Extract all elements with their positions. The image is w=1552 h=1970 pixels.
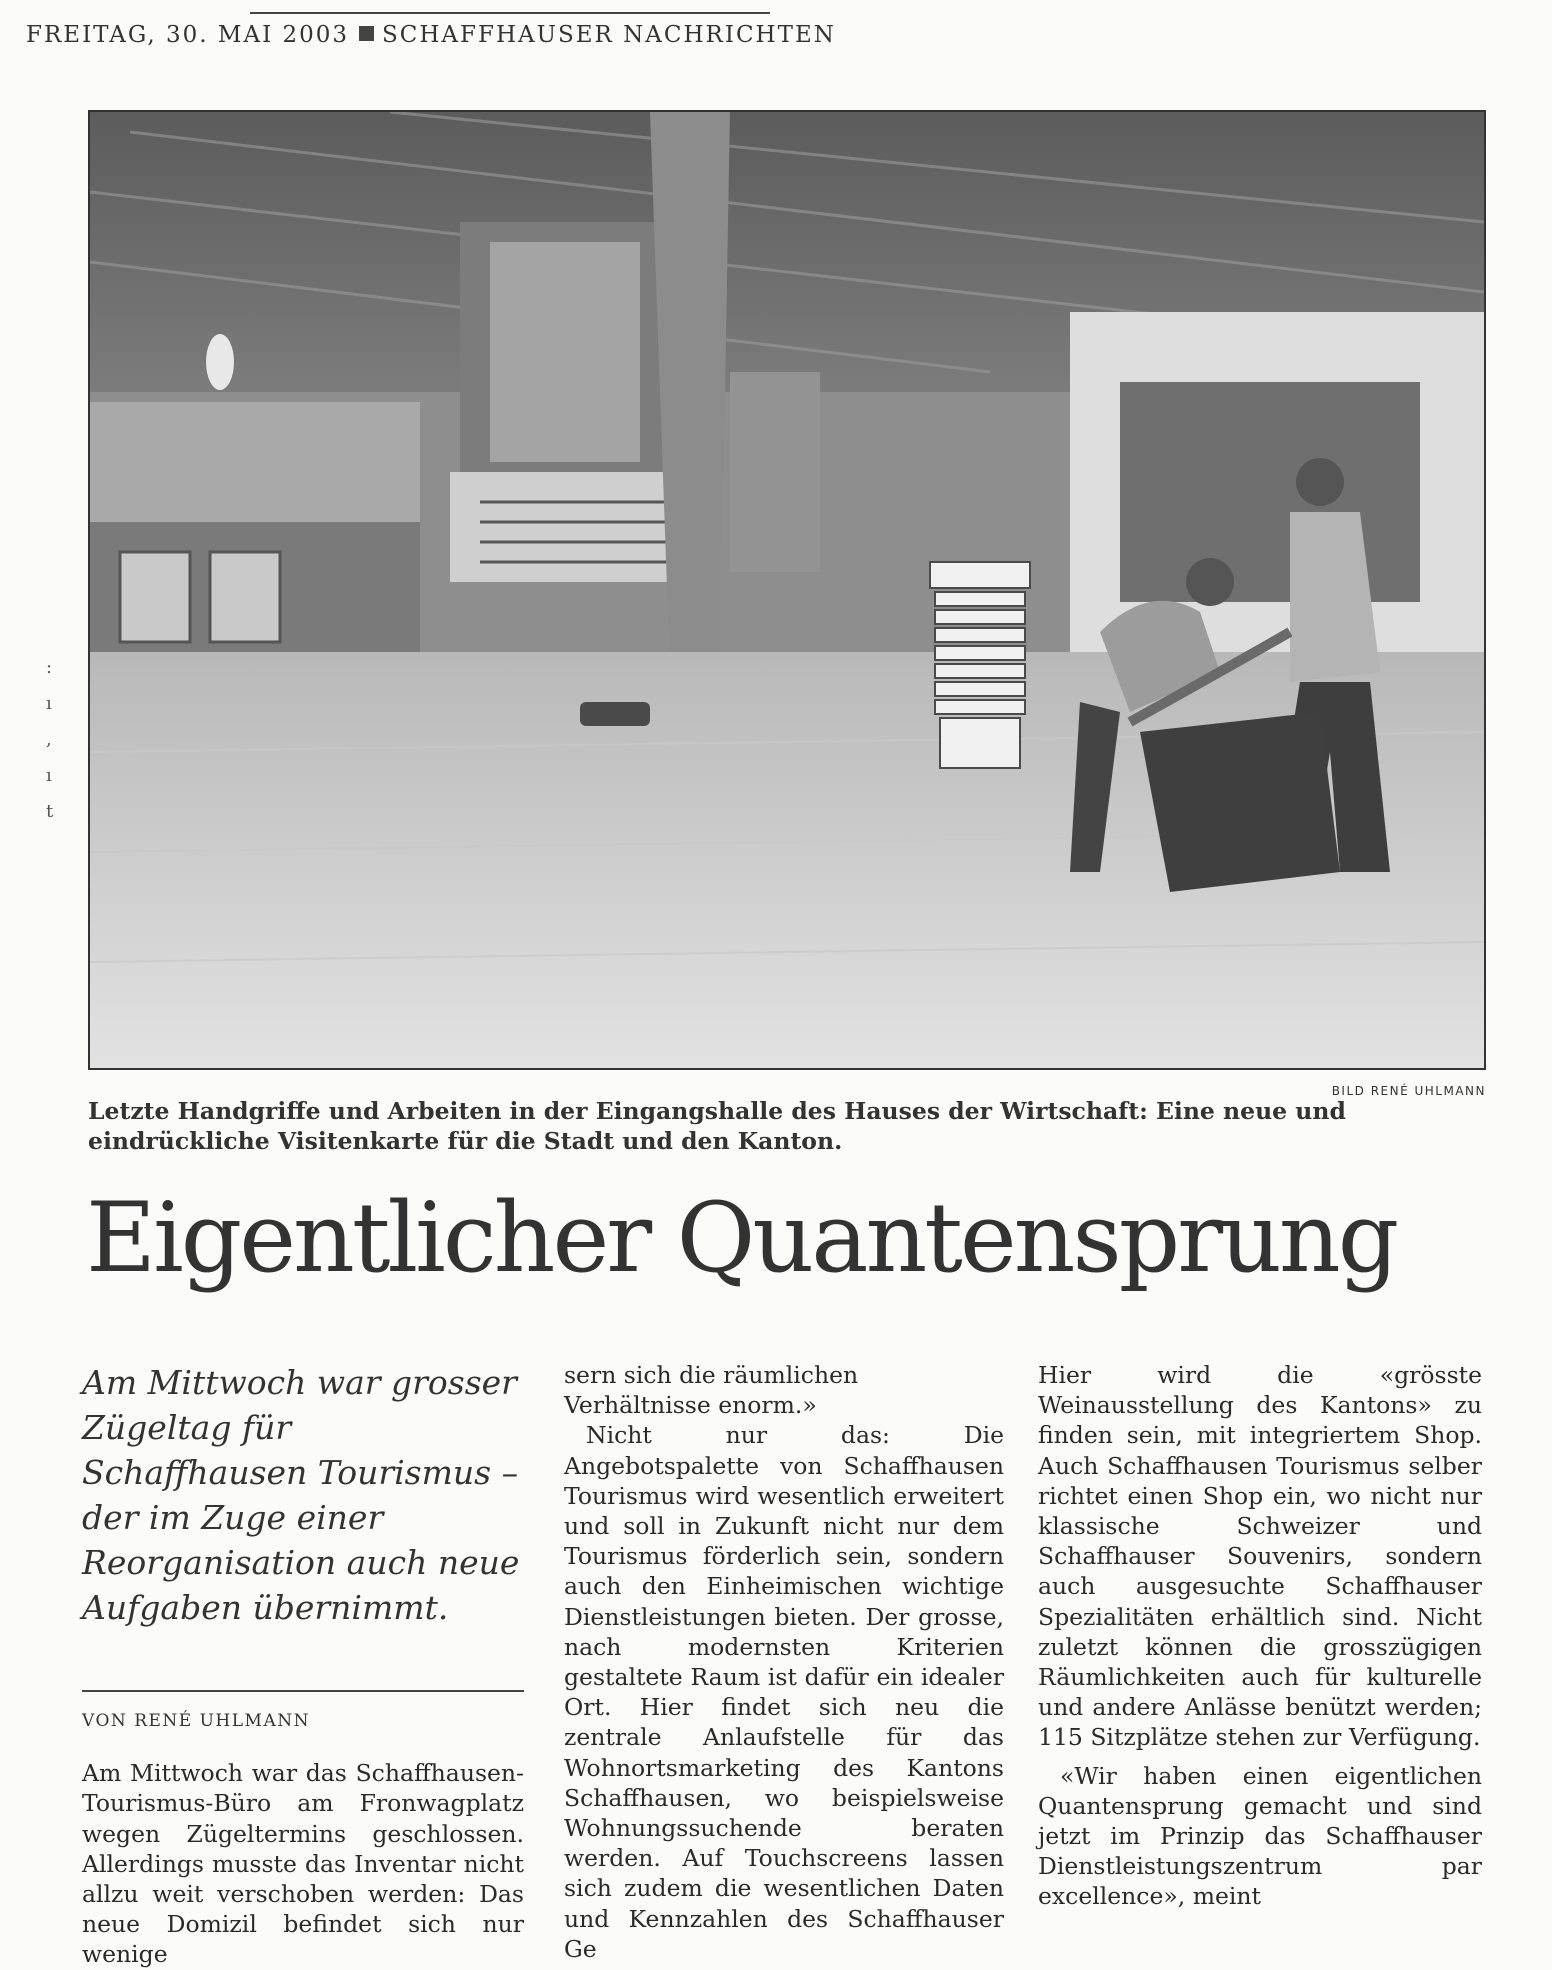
- photo-caption: Letzte Handgriffe und Arbeiten in der Eingangshalle des Hauses der Wirtschaft: Eine neue und eindrückliche Visitenkarte für die Stadt und den Kanton.: [88, 1097, 1346, 1155]
- header-publication: SCHAFFHAUSER NACHRICHTEN: [382, 22, 836, 48]
- column-3: [1038, 1360, 1482, 1912]
- header-separator: [359, 26, 374, 41]
- column-2-paragraph-2: Nicht nur das: Die Angebotspalette von Schaffhausen Tourismus wird wesentlich erweitert und soll in Zukunft nicht nur dem Tourismus förderlich sein, sondern auch den Einheimischen wichtige Dienstleistungen bieten. Der grosse, nach modernsten Kriterien gestaltete Raum ist dafür ein idealer Ort. Hier findet sich neu die zentrale Anlaufstelle für das Wohnortsmarketing des Kantons Schaffhausen, wo beispielsweise Wohnungssuchende beraten werden. Auf Touchscreens lassen sich zudem die wesentlichen Daten und Kennzahlen des Schaffhauser Ge: [564, 1421, 1004, 1963]
- column-3-paragraph-2: «Wir haben einen eigentlichen Quantensprung gemacht und sind jetzt im Prinzip das Schaffhauser Dienstleistungszentrum par excellence», meint: [1038, 1761, 1482, 1911]
- header-rule: [250, 12, 770, 14]
- byline: VON RENÉ UHLMANN: [82, 1711, 310, 1731]
- column-1: [82, 1360, 524, 1970]
- page-header: [26, 22, 836, 48]
- header-date: FREITAG, 30. MAI 2003: [26, 22, 349, 48]
- article-photo: [88, 110, 1486, 1070]
- column-3-paragraph-1: Hier wird die «grösste Weinausstellung des Kantons» zu finden sein, mit integriertem Shop. Auch Schaffhausen Tourismus selber richtet einen Shop ein, wo nicht nur klassische Schweizer und Schaffhauser Souvenirs, sondern auch ausgesuchte Schaffhauser Spezialitäten erhältlich sind. Nicht zuletzt können die grosszügigen Räumlichkeiten auch für kulturelle und andere Anlässe benützt werden; 115 Sitzplätze stehen zur Verfügung.: [1038, 1361, 1482, 1752]
- byline-rule: [82, 1690, 524, 1692]
- article-headline: Eigentlicher Quantensprung: [86, 1182, 1397, 1294]
- margin-marks: : ı , ı t: [46, 657, 54, 822]
- photo-credit: BILD RENÉ UHLMANN: [1331, 1084, 1486, 1098]
- hall-photo-illustration: [90, 112, 1484, 1068]
- column-2-paragraph-1: sern sich die räumlichen Verhältnisse enorm.»: [564, 1361, 859, 1420]
- column-2: [564, 1360, 1004, 1964]
- column-1-paragraph: Am Mittwoch war das Schaffhausen-Tourismus-Büro am Fronwagplatz wegen Zügeltermins geschlossen. Allerdings musste das Inventar nicht allzu weit verschoben werden: Das neue Domizil befindet sich nur wenige: [82, 1759, 524, 1969]
- article-lead: Am Mittwoch war grosser Zügeltag für Schaffhausen Tourismus – der im Zuge einer Reorganisation auch neue Aufgaben übernimmt.: [82, 1363, 520, 1627]
